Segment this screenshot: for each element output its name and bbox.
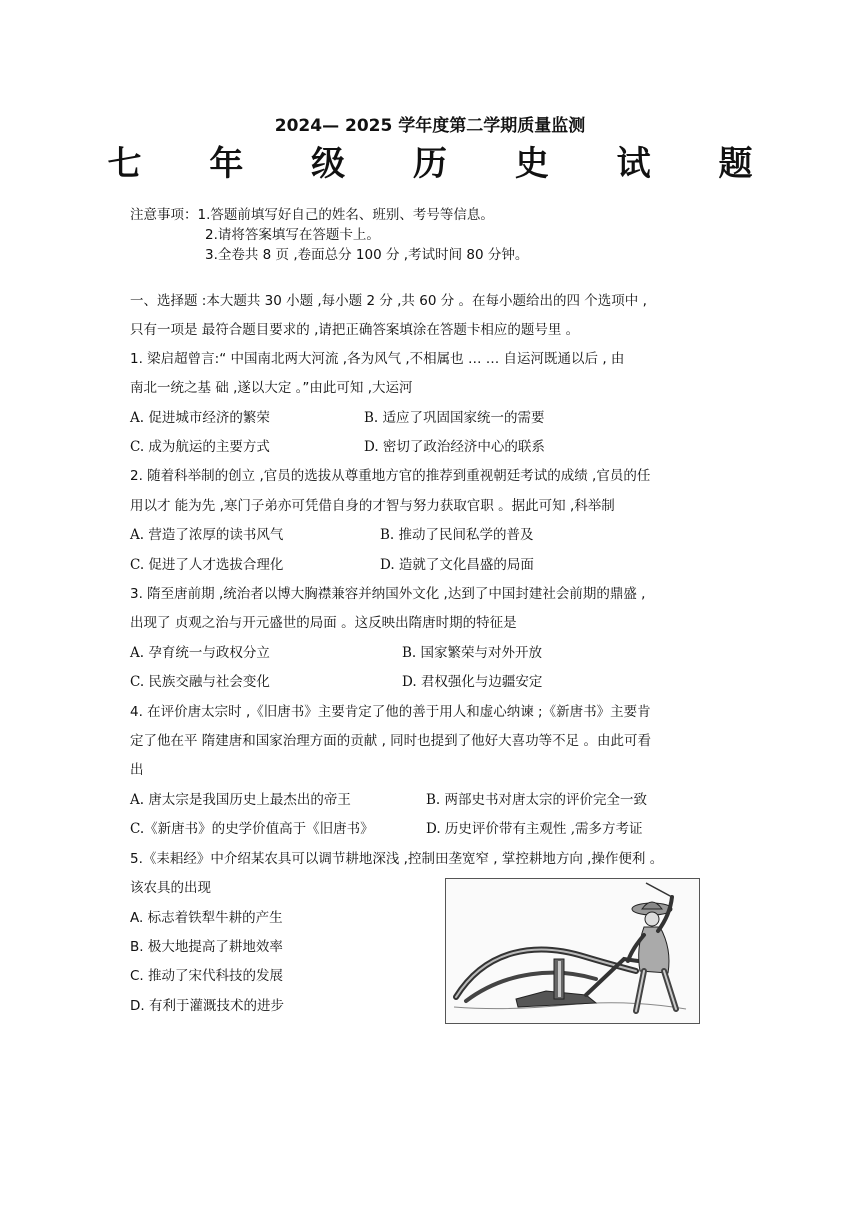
q1-option-b: B. 适应了巩固国家统一的需要: [364, 410, 545, 426]
q5-option-d: D. 有利于灌溉技术的进步: [130, 998, 284, 1014]
section-intro-line-1: 一、选择题 :本大题共 30 小题 ,每小题 2 分 ,共 60 分 。在每小题给出的四 个选项中 ,: [130, 293, 647, 309]
q1-stem-line-1: 1. 梁启超曾言:“ 中国南北两大河流 ,各为风气 ,不相属也 … … 自运河既通以后 , 由: [130, 351, 625, 367]
q5-option-c: C. 推动了宋代科技的发展: [130, 968, 284, 984]
q3-option-c: C. 民族交融与社会变化: [130, 674, 270, 690]
q5-option-b: B. 极大地提高了耕地效率: [130, 939, 283, 955]
q1-option-c: C. 成为航运的主要方式: [130, 439, 270, 455]
exam-subtitle: 2024— 2025 学年度第二学期质量监测: [274, 116, 586, 136]
q1-option-d: D. 密切了政治经济中心的联系: [364, 439, 545, 455]
q4-stem-line-2: 定了他在平 隋建唐和国家治理方面的贡献 , 同时也提到了他好大喜功等不足 。由此可看: [130, 733, 651, 749]
q3-stem-line-2: 出现了 贞观之治与开元盛世的局面 。这反映出隋唐时期的特征是: [130, 615, 517, 631]
notice-label: 注意事项：: [130, 207, 198, 223]
q1-option-a: A. 促进城市经济的繁荣: [130, 410, 270, 426]
q3-option-a: A. 孕育统一与政权分立: [130, 645, 270, 661]
q5-option-a: A. 标志着铁犁牛耕的产生: [130, 910, 283, 926]
q2-option-d: D. 造就了文化昌盛的局面: [380, 557, 534, 573]
q4-stem-line-3: 出: [130, 762, 144, 778]
notice-item-3: 3.全卷共 8 页 ,卷面总分 100 分 ,考试时间 80 分钟。: [205, 247, 529, 263]
q1-stem-line-2: 南北一统之基 础 ,遂以大定 。”由此可知 ,大运河: [130, 380, 413, 396]
q4-stem-line-1: 4. 在评价唐太宗时 ,《旧唐书》主要肯定了他的善于用人和虚心纳谏 ;《新唐书》主要肯: [130, 704, 651, 720]
q4-option-d: D. 历史评价带有主观性 ,需多方考证: [426, 821, 643, 837]
q3-option-d: D. 君权强化与边疆安定: [402, 674, 543, 690]
q3-option-b: B. 国家繁荣与对外开放: [402, 645, 543, 661]
q3-stem-line-1: 3. 隋至唐前期 ,统治者以博大胸襟兼容并纳国外文化 ,达到了中国封建社会前期的鼎盛 ,: [130, 586, 646, 602]
notice-item-2: 2.请将答案填写在答题卡上。: [205, 227, 380, 243]
q4-option-b: B. 两部史书对唐太宗的评价完全一致: [426, 792, 648, 808]
q2-option-a: A. 营造了浓厚的读书风气: [130, 527, 284, 543]
q2-stem-line-2: 用以才 能为先 ,寒门子弟亦可凭借自身的才智与努力获取官职 。据此可知 ,科举制: [130, 498, 615, 514]
q2-option-b: B. 推动了民间私学的普及: [380, 527, 534, 543]
q5-stem-line-2: 该农具的出现: [130, 880, 211, 896]
q5-stem-line-1: 5.《耒耜经》中介绍某农具可以调节耕地深浅 ,控制田垄宽窄 , 掌控耕地方向 ,操作便利 。: [130, 851, 664, 867]
q2-option-c: C. 促进了人才选拔合理化: [130, 557, 284, 573]
plough-farmer-drawing: [446, 879, 698, 1022]
exam-title: 七 年 级 历 史 试 题: [107, 144, 781, 184]
section-intro-line-2: 只有一项是 最符合题目要求的 ,请把正确答案填涂在答题卡相应的题号里 。: [130, 322, 580, 338]
q4-option-a: A. 唐太宗是我国历史上最杰出的帝王: [130, 792, 351, 808]
q4-option-c: C.《新唐书》的史学价值高于《旧唐书》: [130, 821, 374, 837]
q2-stem-line-1: 2. 随着科举制的创立 ,官员的选拔从尊重地方官的推荐到重视朝廷考试的成绩 ,官员的任: [130, 468, 651, 484]
notice-item-1: 1.答题前填写好自己的姓名、班别、考号等信息。: [197, 207, 494, 223]
notice-block: [130, 205, 528, 265]
plough-illustration: [445, 878, 700, 1024]
